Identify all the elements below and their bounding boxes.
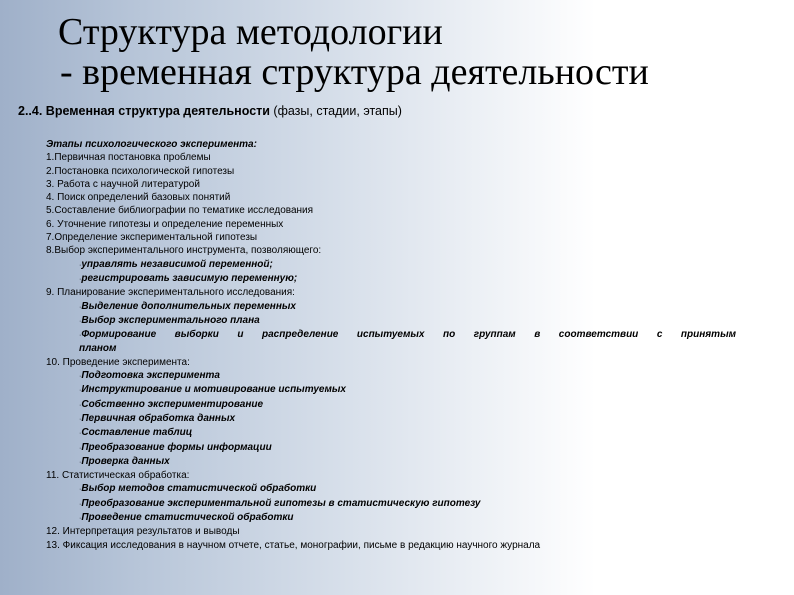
subtitle-bold: 2..4. Временная структура деятельности [18, 104, 270, 118]
list-item: 7.Определение экспериментальной гипотезы [46, 232, 258, 244]
bullet-marker: · [79, 415, 82, 423]
sub-item-text: Преобразование формы информации [81, 441, 272, 453]
bullet-marker: · [79, 303, 82, 311]
list-item: 9. Планирование экспериментального исследования: [46, 287, 295, 299]
list-item: 4. Поиск определений базовых понятий [46, 192, 231, 204]
sub-item-text: Составление таблиц [81, 427, 193, 439]
bullet-marker: · [79, 458, 82, 466]
sub-item-continuation: планом [79, 343, 117, 355]
slide-title [58, 12, 649, 92]
sub-item-text: Собственно экспериментирование [81, 398, 264, 410]
sub-item-text: Преобразование экспериментальной гипотезы в статистическую гипотезу [81, 497, 481, 509]
sub-item [46, 482, 736, 496]
sub-item-text: Выбор методов статистической обработки [81, 483, 317, 495]
sub-item-text: Выделение дополнительных переменных [81, 300, 296, 312]
bullet-marker: · [79, 401, 82, 409]
bullet-marker: · [79, 444, 82, 452]
bullet-marker: · [79, 275, 82, 283]
list-item: 8.Выбор экспериментального инструмента, позволяющего: [46, 245, 322, 257]
list-item: 1.Первичная постановка проблемы [46, 152, 211, 164]
bullet-marker: · [79, 500, 82, 508]
bullet-marker: · [79, 486, 82, 494]
sub-item [46, 383, 736, 397]
sub-item [46, 258, 736, 272]
bullet-marker: · [79, 261, 82, 269]
section-subtitle [18, 104, 402, 118]
sub-item-text: Формирование выборки и распределение испытуемых по группам в соответствии с принятым [81, 329, 736, 341]
sub-item [46, 314, 736, 328]
list-item: 2.Постановка психологической гипотезы [46, 165, 235, 177]
stages-list [46, 138, 736, 552]
bullet-marker: · [79, 373, 82, 381]
sub-item [46, 369, 736, 383]
sub-item [46, 497, 736, 511]
list-item: 13. Фиксация исследования в научном отчете, статье, монографии, письме в редакцию научного журнала [46, 539, 541, 551]
sub-item-text: управлять независимой переменной; [81, 258, 273, 270]
sub-item [46, 455, 736, 469]
sub-item-text: Проверка данных [81, 455, 170, 467]
sub-item [46, 300, 736, 314]
list-item: 5.Составление библиографии по тематике исследования [46, 205, 314, 217]
sub-item-text: Первичная обработка данных [81, 412, 236, 424]
subtitle-normal: (фазы, стадии, этапы) [269, 104, 402, 118]
bullet-marker: · [79, 317, 82, 325]
bullet-marker: · [79, 515, 82, 523]
sub-item-text: Выбор экспериментального плана [81, 314, 260, 326]
title-line-2: - временная структура деятельности [60, 51, 649, 93]
sub-item [46, 412, 736, 426]
sub-item-text: Подготовка эксперимента [81, 370, 220, 382]
list-item: 3. Работа с научной литературой [46, 178, 200, 190]
sub-item-text: Проведение статистической обработки [81, 512, 294, 524]
list-item: 10. Проведение эксперимента: [46, 356, 190, 368]
bullet-marker: · [79, 387, 82, 395]
sub-item [46, 426, 736, 440]
list-item: 11. Статистическая обработка: [46, 470, 190, 482]
title-line-1: Структура методологии [58, 11, 443, 53]
list-heading: Этапы психологического эксперимента: [46, 139, 257, 150]
sub-item [46, 441, 736, 455]
sub-item [46, 398, 736, 412]
bullet-marker: · [79, 430, 82, 438]
list-item: 6. Уточнение гипотезы и определение переменных [46, 218, 284, 230]
bullet-marker: · [79, 332, 82, 340]
sub-item-text: Инструктирование и мотивирование испытуемых [81, 384, 346, 396]
sub-item [46, 328, 736, 342]
sub-item-text: регистрировать зависимую переменную; [81, 272, 298, 284]
list-item: 12. Интерпретация результатов и выводы [46, 526, 240, 538]
sub-item [46, 272, 736, 286]
sub-item [46, 511, 736, 525]
